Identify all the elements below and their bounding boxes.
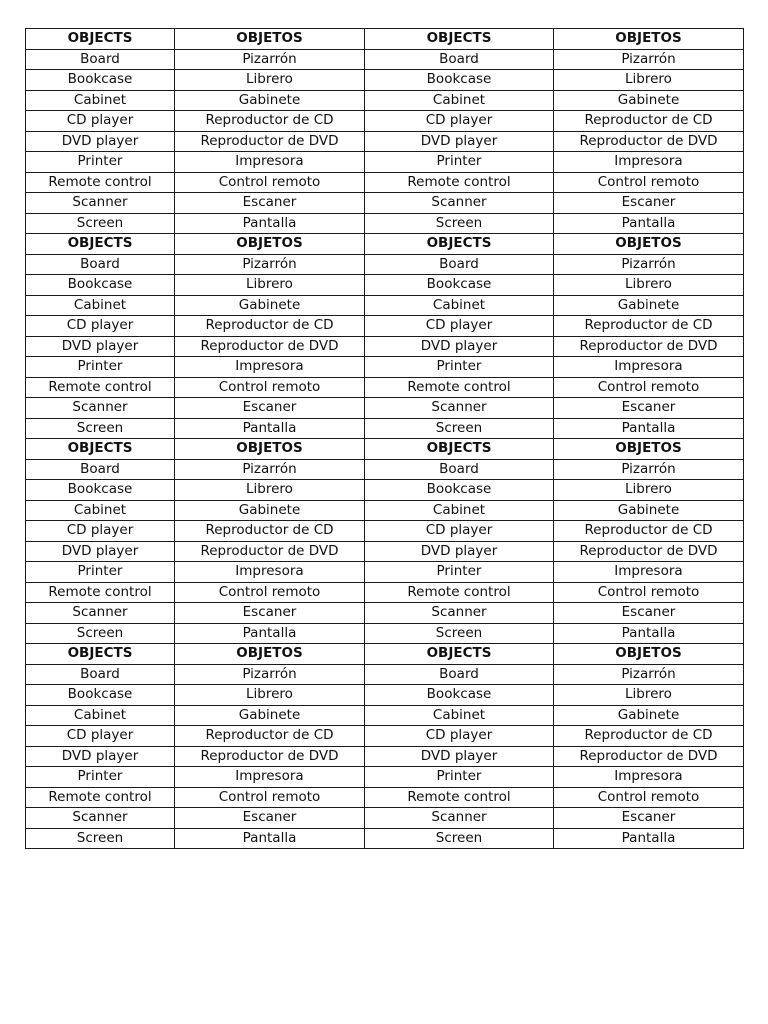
column-header-objects: OBJECTS [26,644,175,665]
table-cell-english: Board [26,664,175,685]
table-cell-english: Printer [365,562,554,583]
table-cell-english: Bookcase [365,70,554,91]
table-cell-english: Printer [26,767,175,788]
table-row [26,275,744,296]
table-cell-spanish: Gabinete [554,295,744,316]
table-cell-english: Scanner [26,398,175,419]
table-cell-english: Cabinet [26,500,175,521]
table-cell-spanish: Pantalla [175,213,365,234]
table-cell-english: Cabinet [365,705,554,726]
table-cell-spanish: Escaner [554,398,744,419]
table-cell-spanish: Pizarrón [554,254,744,275]
column-header-objects: OBJECTS [365,234,554,255]
table-cell-english: Screen [26,828,175,849]
table-row [26,90,744,111]
table-cell-spanish: Pizarrón [175,254,365,275]
table-cell-spanish: Control remoto [175,787,365,808]
table-cell-spanish: Reproductor de DVD [554,131,744,152]
table-cell-english: Printer [365,152,554,173]
table-cell-spanish: Escaner [175,808,365,829]
column-header-objects: OBJECTS [365,29,554,50]
table-row [26,726,744,747]
table-cell-spanish: Reproductor de CD [554,521,744,542]
table-cell-spanish: Impresora [554,767,744,788]
table-cell-spanish: Librero [175,685,365,706]
table-cell-english: Remote control [365,582,554,603]
table-cell-spanish: Escaner [175,398,365,419]
table-cell-spanish: Impresora [554,562,744,583]
table-row [26,603,744,624]
table-row [26,787,744,808]
table-cell-english: DVD player [365,541,554,562]
table-row [26,480,744,501]
table-cell-spanish: Gabinete [175,705,365,726]
table-row [26,377,744,398]
table-row [26,172,744,193]
table-cell-spanish: Control remoto [554,377,744,398]
table-cell-spanish: Pizarrón [175,49,365,70]
table-cell-spanish: Gabinete [175,90,365,111]
table-cell-english: Bookcase [365,275,554,296]
table-row [26,685,744,706]
table-cell-spanish: Escaner [554,193,744,214]
table-cell-spanish: Gabinete [554,90,744,111]
table-cell-english: Board [365,459,554,480]
table-cell-english: DVD player [365,746,554,767]
table-cell-spanish: Librero [175,275,365,296]
table-cell-spanish: Gabinete [554,500,744,521]
table-cell-spanish: Reproductor de CD [554,316,744,337]
table-cell-spanish: Reproductor de CD [175,316,365,337]
table-cell-english: Scanner [365,398,554,419]
table-row [26,295,744,316]
table-cell-spanish: Pizarrón [554,459,744,480]
table-cell-english: Cabinet [365,90,554,111]
table-header-row [26,644,744,665]
table-cell-english: Bookcase [26,685,175,706]
table-cell-english: Screen [365,828,554,849]
column-header-objetos: OBJETOS [554,439,744,460]
table-cell-spanish: Control remoto [175,582,365,603]
table-row [26,562,744,583]
table-row [26,705,744,726]
table-cell-english: Printer [365,767,554,788]
table-cell-english: CD player [26,726,175,747]
table-cell-spanish: Librero [175,70,365,91]
table-cell-english: Bookcase [26,70,175,91]
table-cell-english: Scanner [26,603,175,624]
column-header-objects: OBJECTS [26,29,175,50]
table-cell-english: Cabinet [26,705,175,726]
table-row [26,49,744,70]
table-cell-english: Scanner [365,808,554,829]
table-row [26,459,744,480]
table-cell-spanish: Librero [554,70,744,91]
table-cell-english: Remote control [26,787,175,808]
table-cell-spanish: Pantalla [175,623,365,644]
table-cell-english: Board [365,664,554,685]
table-cell-english: Screen [26,213,175,234]
table-cell-spanish: Gabinete [175,500,365,521]
column-header-objetos: OBJETOS [554,234,744,255]
table-cell-english: Board [26,254,175,275]
table-cell-spanish: Escaner [175,193,365,214]
table-cell-english: Cabinet [26,295,175,316]
table-cell-spanish: Reproductor de CD [175,726,365,747]
table-cell-spanish: Pizarrón [554,49,744,70]
table-row [26,336,744,357]
column-header-objects: OBJECTS [26,439,175,460]
table-row [26,828,744,849]
document-page [25,28,744,849]
table-row [26,111,744,132]
table-cell-spanish: Librero [175,480,365,501]
table-cell-spanish: Control remoto [554,172,744,193]
vocabulary-table-body [26,29,744,849]
column-header-objects: OBJECTS [365,439,554,460]
table-cell-spanish: Control remoto [554,787,744,808]
table-cell-spanish: Reproductor de DVD [554,336,744,357]
table-cell-english: DVD player [365,131,554,152]
table-cell-spanish: Reproductor de CD [554,726,744,747]
table-row [26,213,744,234]
table-header-row [26,29,744,50]
table-row [26,254,744,275]
table-cell-spanish: Impresora [175,152,365,173]
table-cell-spanish: Reproductor de CD [175,521,365,542]
table-cell-english: Board [26,459,175,480]
table-row [26,808,744,829]
column-header-objetos: OBJETOS [554,644,744,665]
table-cell-spanish: Pizarrón [554,664,744,685]
table-row [26,500,744,521]
table-cell-english: CD player [26,111,175,132]
table-cell-english: DVD player [365,336,554,357]
table-cell-english: CD player [365,726,554,747]
table-row [26,316,744,337]
table-cell-english: Screen [26,623,175,644]
column-header-objects: OBJECTS [26,234,175,255]
table-cell-english: DVD player [26,131,175,152]
table-row [26,664,744,685]
table-cell-english: DVD player [26,336,175,357]
table-cell-english: Cabinet [26,90,175,111]
table-cell-english: Printer [26,152,175,173]
vocabulary-table [25,28,744,849]
table-cell-spanish: Pantalla [554,418,744,439]
table-cell-spanish: Reproductor de DVD [175,336,365,357]
table-cell-english: CD player [26,521,175,542]
table-cell-spanish: Gabinete [554,705,744,726]
table-row [26,193,744,214]
table-cell-english: Scanner [26,193,175,214]
table-cell-spanish: Reproductor de DVD [175,541,365,562]
table-cell-spanish: Pizarrón [175,664,365,685]
table-cell-spanish: Control remoto [175,377,365,398]
table-cell-english: Bookcase [26,275,175,296]
table-cell-spanish: Reproductor de DVD [175,746,365,767]
table-cell-spanish: Reproductor de CD [554,111,744,132]
table-cell-english: Scanner [26,808,175,829]
table-cell-spanish: Librero [554,480,744,501]
table-cell-spanish: Impresora [554,152,744,173]
column-header-objetos: OBJETOS [554,29,744,50]
column-header-objetos: OBJETOS [175,234,365,255]
table-cell-english: Bookcase [365,685,554,706]
table-cell-english: Screen [365,623,554,644]
table-cell-spanish: Pantalla [554,213,744,234]
table-cell-spanish: Reproductor de DVD [554,746,744,767]
table-cell-english: Printer [26,562,175,583]
table-cell-spanish: Librero [554,275,744,296]
table-cell-english: Remote control [365,377,554,398]
table-cell-english: Remote control [26,377,175,398]
table-cell-spanish: Control remoto [554,582,744,603]
table-row [26,398,744,419]
table-cell-spanish: Impresora [175,562,365,583]
column-header-objetos: OBJETOS [175,29,365,50]
table-cell-spanish: Impresora [554,357,744,378]
table-cell-spanish: Pantalla [175,828,365,849]
table-row [26,70,744,91]
column-header-objetos: OBJETOS [175,644,365,665]
table-cell-english: Board [365,254,554,275]
table-cell-spanish: Pantalla [554,623,744,644]
table-cell-english: Printer [26,357,175,378]
table-cell-spanish: Control remoto [175,172,365,193]
table-row [26,152,744,173]
table-cell-spanish: Escaner [554,808,744,829]
table-row [26,623,744,644]
table-cell-english: Scanner [365,193,554,214]
table-cell-spanish: Reproductor de DVD [175,131,365,152]
table-cell-english: Board [365,49,554,70]
table-row [26,418,744,439]
table-row [26,767,744,788]
table-cell-english: Remote control [365,787,554,808]
table-cell-english: CD player [365,316,554,337]
table-cell-english: Scanner [365,603,554,624]
table-cell-english: CD player [365,111,554,132]
table-cell-english: DVD player [26,746,175,767]
column-header-objetos: OBJETOS [175,439,365,460]
table-cell-english: Board [26,49,175,70]
table-cell-english: CD player [365,521,554,542]
table-cell-english: Bookcase [365,480,554,501]
table-row [26,746,744,767]
table-cell-english: Remote control [365,172,554,193]
table-cell-spanish: Reproductor de DVD [554,541,744,562]
table-cell-english: DVD player [26,541,175,562]
table-row [26,131,744,152]
table-cell-spanish: Librero [554,685,744,706]
table-cell-spanish: Impresora [175,767,365,788]
table-cell-english: Bookcase [26,480,175,501]
table-cell-english: Remote control [26,582,175,603]
column-header-objects: OBJECTS [365,644,554,665]
table-cell-spanish: Pantalla [175,418,365,439]
table-cell-english: Printer [365,357,554,378]
table-cell-english: Screen [365,213,554,234]
table-cell-spanish: Gabinete [175,295,365,316]
table-header-row [26,439,744,460]
table-cell-spanish: Pizarrón [175,459,365,480]
table-cell-english: Remote control [26,172,175,193]
table-cell-english: Screen [26,418,175,439]
table-cell-spanish: Reproductor de CD [175,111,365,132]
table-cell-spanish: Escaner [175,603,365,624]
table-cell-spanish: Pantalla [554,828,744,849]
table-cell-english: CD player [26,316,175,337]
table-row [26,357,744,378]
table-cell-english: Screen [365,418,554,439]
table-cell-spanish: Escaner [554,603,744,624]
table-row [26,521,744,542]
table-row [26,582,744,603]
table-cell-english: Cabinet [365,295,554,316]
table-header-row [26,234,744,255]
table-cell-english: Cabinet [365,500,554,521]
table-cell-spanish: Impresora [175,357,365,378]
table-row [26,541,744,562]
